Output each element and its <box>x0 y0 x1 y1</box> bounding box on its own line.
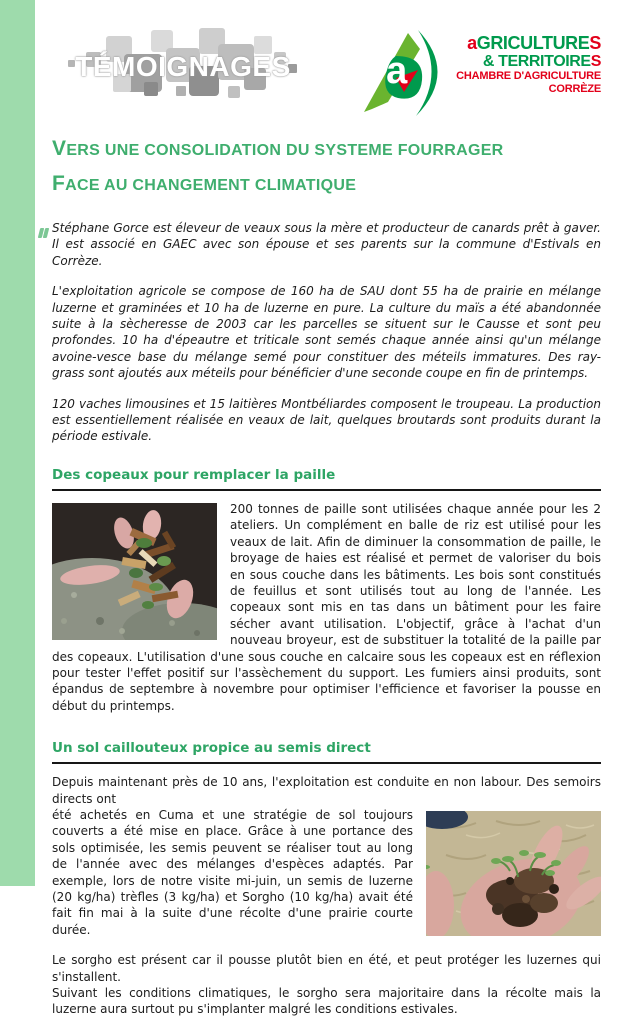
intro-paragraph-3: 120 vaches limousines et 15 laitières Montbéliardes composent le troupeau. La production est essentiellement réalisée en veaux de lait, quelques broutards sont produits durant la période estivale. <box>52 396 601 444</box>
header <box>52 0 601 106</box>
intro-paragraph-2: L'exploitation agricole se compose de 160 ha de SAU dont 55 ha de prairie en mélange luzerne et graminées et 10 ha de luzerne en pure. La culture du maïs a été abandonnée suite à la sècheresse de 2003 car les parcelles se situent sur le Causse et sont peu profondes. 10 ha d'épeautre et triticale sont semés chaque année ainsi qu'un mélange avoine-vesce base du mélange semé pour constituer des méteils immatures. Des ray-grass sont ajoutés aux méteils pour bénéficier d'une seconde coupe en fin de printemps. <box>52 284 601 381</box>
section-copeaux-text: 200 tonnes de paille sont utilisées chaque année pour les 2 ateliers. Un complément en balle de riz est utilisé pour les veaux de lait. Afin de diminuer la consommation de paille, le broyage de haies est réalisé et permet de valoriser du bois en sous couche dans les bâtiments. Les bois sont constitués de feuillus et sont utilisés tout au long de l'année. Les copeaux sont mis en tas dans un bâtiment pour les faire sécher avant utilisation. L'objectif, grâce à l'achat d'un nouveau broyeur, est de substituer la totalité de la paille par des copeaux. L'utilisation d'une sous couche en calcaire sous les copeaux est en réflexion pour tester l'effet positif sur l'assèchement du support. Les fumiers ainsi produits, sont épandus de septembre à novembre pour optimiser l'efficience et favoriser la pousse en début du printemps. <box>52 501 601 713</box>
intro-block <box>52 220 601 445</box>
section-semis-para2-line2: Suivant les conditions climatiques, le sorgho sera majoritaire dans la récolte mais la luzerne aura surtout pu s'implanter malgré les conditions estivales. <box>52 986 601 1017</box>
section-divider <box>52 489 601 491</box>
page-content <box>52 0 601 1018</box>
section-semis-rest: été achetés en Cuma et une stratégie de sol toujours couverts a été mise en place. Grâce à une portance des sols optimisée, les semis peuvent se réaliser tout au long de l'année avec des mélanges d'espèces adaptés. Par exemple, lors de notre visite mi-juin, un semis de luzerne (20 kg/ha) trèfles (3 kg/ha) et Sorgho (10 kg/ha) avait été fait fin mai à la suite d'une récolte d'une prairie courte durée. <box>52 807 413 937</box>
chamber-logo-mark-icon <box>362 28 454 118</box>
quote-icon <box>39 223 51 234</box>
left-accent-bar <box>0 0 35 886</box>
chamber-logo-text <box>456 34 601 96</box>
section-copeaux-body <box>52 501 601 714</box>
temoignages-wordmark: TÉMOIGNAGES <box>75 51 291 82</box>
page-title-line1: VERS UNE CONSOLIDATION DU SYSTEME FOURRAGER <box>52 137 504 160</box>
chamber-logo-line2: & TERRITOIRES <box>482 53 601 70</box>
section-semis-direct <box>52 740 601 1018</box>
chamber-logo-line1: aGRICULTURES <box>467 33 601 53</box>
wood-chips-photo <box>52 503 217 640</box>
chamber-logo-letter: a <box>386 50 408 92</box>
section-divider <box>52 762 601 764</box>
chamber-agriculture-logo <box>362 28 601 118</box>
page-title-line2: FACE AU CHANGEMENT CLIMATIQUE <box>52 172 357 195</box>
section-semis-heading: Un sol caillouteux propice au semis direct <box>52 740 371 757</box>
intro-paragraph-1: Stéphane Gorce est éleveur de veaux sous la mère et producteur de canards prêt à gaver. Il est associé en GAEC avec son épouse et ses parents sur la commune d'Estivals en Corrèze. <box>52 221 601 268</box>
section-copeaux <box>52 467 601 714</box>
chamber-logo-line4: CORRÈZE <box>548 83 601 95</box>
section-semis-lead: Depuis maintenant près de 10 ans, l'exploitation est conduite en non labour. Des semoirs directs ont <box>52 775 601 806</box>
soil-seedlings-photo <box>426 811 601 936</box>
page-title <box>52 132 601 202</box>
section-semis-para2-line1: Le sorgho est présent car il pousse plutôt bien en été, et peut protéger les luzernes qui s'installent. <box>52 953 601 984</box>
section-semis-body <box>52 807 601 1018</box>
temoignages-logo <box>58 24 308 110</box>
chamber-logo-line3: CHAMBRE D'AGRICULTURE <box>456 70 601 82</box>
section-copeaux-heading: Des copeaux pour remplacer la paille <box>52 466 336 483</box>
